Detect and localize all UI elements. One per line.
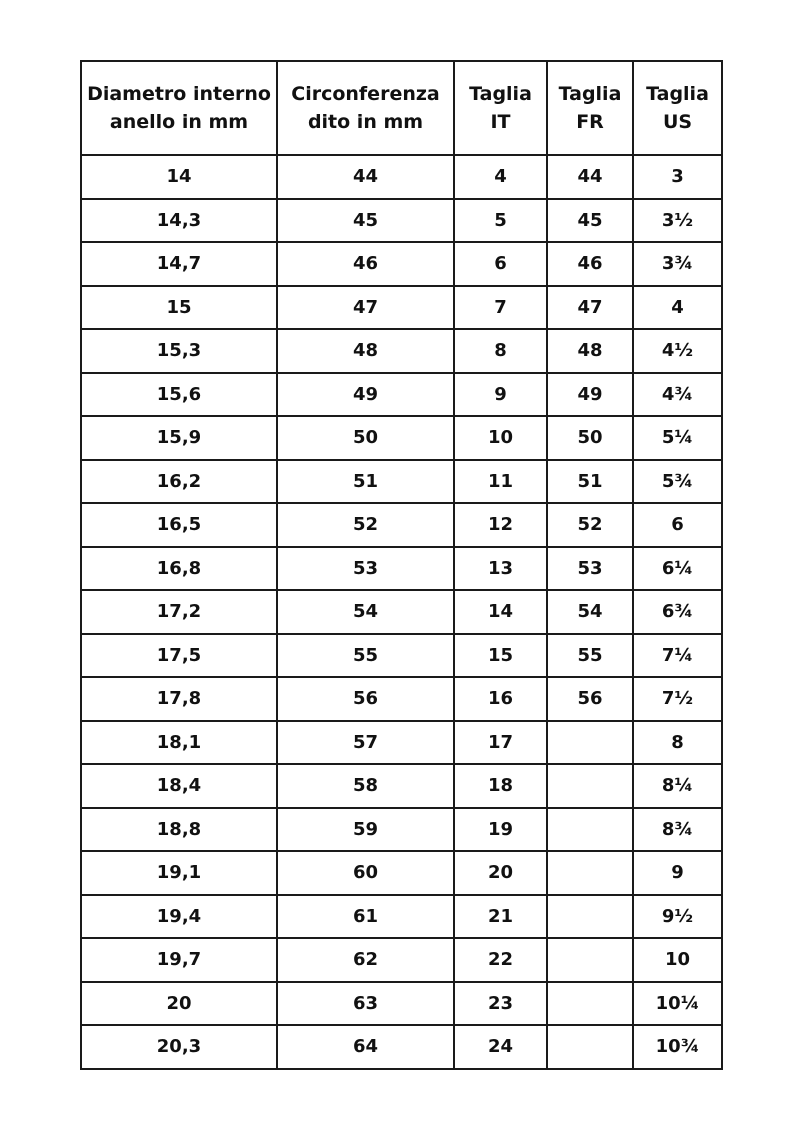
size-it-cell: 17 — [454, 721, 547, 765]
size-fr-cell — [547, 1025, 633, 1069]
inner-diameter-cell: 17,8 — [81, 677, 277, 721]
header-finger-circumference: Circonferenza dito in mm — [277, 61, 454, 155]
finger-circumference-cell: 49 — [277, 373, 454, 417]
size-fr-cell: 52 — [547, 503, 633, 547]
size-fr-cell: 51 — [547, 460, 633, 504]
size-us-cell: 9 — [633, 851, 722, 895]
finger-circumference-cell: 50 — [277, 416, 454, 460]
inner-diameter-cell: 16,8 — [81, 547, 277, 591]
size-us-cell: 8¼ — [633, 764, 722, 808]
size-fr-cell: 48 — [547, 329, 633, 373]
size-it-cell: 19 — [454, 808, 547, 852]
header-size-it: Taglia IT — [454, 61, 547, 155]
header-row — [81, 61, 722, 155]
size-it-cell: 12 — [454, 503, 547, 547]
finger-circumference-cell: 57 — [277, 721, 454, 765]
table-row — [81, 808, 722, 852]
finger-circumference-cell: 62 — [277, 938, 454, 982]
inner-diameter-cell: 15,3 — [81, 329, 277, 373]
finger-circumference-cell: 56 — [277, 677, 454, 721]
table-row — [81, 460, 722, 504]
table-row — [81, 851, 722, 895]
size-us-cell: 8 — [633, 721, 722, 765]
size-us-cell: 4 — [633, 286, 722, 330]
inner-diameter-cell: 20 — [81, 982, 277, 1026]
table-row — [81, 242, 722, 286]
size-it-cell: 24 — [454, 1025, 547, 1069]
size-it-cell: 8 — [454, 329, 547, 373]
size-fr-cell — [547, 938, 633, 982]
table-row — [81, 155, 722, 199]
size-us-cell: 10 — [633, 938, 722, 982]
inner-diameter-cell: 18,1 — [81, 721, 277, 765]
size-it-cell: 20 — [454, 851, 547, 895]
size-us-cell: 9½ — [633, 895, 722, 939]
finger-circumference-cell: 61 — [277, 895, 454, 939]
table-body — [81, 155, 722, 1069]
size-it-cell: 14 — [454, 590, 547, 634]
size-it-cell: 10 — [454, 416, 547, 460]
size-fr-cell: 53 — [547, 547, 633, 591]
inner-diameter-cell: 18,4 — [81, 764, 277, 808]
size-us-cell: 5¼ — [633, 416, 722, 460]
size-us-cell: 3 — [633, 155, 722, 199]
size-it-cell: 13 — [454, 547, 547, 591]
table-row — [81, 721, 722, 765]
size-it-cell: 18 — [454, 764, 547, 808]
size-it-cell: 11 — [454, 460, 547, 504]
size-us-cell: 6¼ — [633, 547, 722, 591]
size-fr-cell: 47 — [547, 286, 633, 330]
inner-diameter-cell: 14,3 — [81, 199, 277, 243]
size-fr-cell: 49 — [547, 373, 633, 417]
finger-circumference-cell: 47 — [277, 286, 454, 330]
inner-diameter-cell: 17,5 — [81, 634, 277, 678]
header-size-fr: Taglia FR — [547, 61, 633, 155]
size-it-cell: 23 — [454, 982, 547, 1026]
finger-circumference-cell: 58 — [277, 764, 454, 808]
size-us-cell: 8¾ — [633, 808, 722, 852]
inner-diameter-cell: 15,6 — [81, 373, 277, 417]
table-row — [81, 286, 722, 330]
inner-diameter-cell: 19,7 — [81, 938, 277, 982]
inner-diameter-cell: 15 — [81, 286, 277, 330]
size-fr-cell — [547, 851, 633, 895]
size-us-cell: 7¼ — [633, 634, 722, 678]
size-fr-cell — [547, 982, 633, 1026]
header-inner-diameter: Diametro interno anello in mm — [81, 61, 277, 155]
table-row — [81, 547, 722, 591]
size-us-cell: 3½ — [633, 199, 722, 243]
inner-diameter-cell: 18,8 — [81, 808, 277, 852]
finger-circumference-cell: 52 — [277, 503, 454, 547]
finger-circumference-cell: 45 — [277, 199, 454, 243]
table-header — [81, 61, 722, 155]
inner-diameter-cell: 19,1 — [81, 851, 277, 895]
size-fr-cell: 56 — [547, 677, 633, 721]
table-row — [81, 634, 722, 678]
finger-circumference-cell: 51 — [277, 460, 454, 504]
size-it-cell: 15 — [454, 634, 547, 678]
finger-circumference-cell: 44 — [277, 155, 454, 199]
finger-circumference-cell: 55 — [277, 634, 454, 678]
size-it-cell: 16 — [454, 677, 547, 721]
finger-circumference-cell: 54 — [277, 590, 454, 634]
size-fr-cell — [547, 808, 633, 852]
table-row — [81, 199, 722, 243]
inner-diameter-cell: 15,9 — [81, 416, 277, 460]
finger-circumference-cell: 64 — [277, 1025, 454, 1069]
finger-circumference-cell: 53 — [277, 547, 454, 591]
inner-diameter-cell: 14 — [81, 155, 277, 199]
table-row — [81, 1025, 722, 1069]
size-it-cell: 6 — [454, 242, 547, 286]
size-us-cell: 6 — [633, 503, 722, 547]
size-us-cell: 10¾ — [633, 1025, 722, 1069]
finger-circumference-cell: 60 — [277, 851, 454, 895]
size-us-cell: 10¼ — [633, 982, 722, 1026]
size-fr-cell: 50 — [547, 416, 633, 460]
table-row — [81, 503, 722, 547]
size-it-cell: 22 — [454, 938, 547, 982]
size-us-cell: 7½ — [633, 677, 722, 721]
finger-circumference-cell: 46 — [277, 242, 454, 286]
table-row — [81, 590, 722, 634]
size-fr-cell — [547, 721, 633, 765]
size-fr-cell: 45 — [547, 199, 633, 243]
inner-diameter-cell: 20,3 — [81, 1025, 277, 1069]
finger-circumference-cell: 59 — [277, 808, 454, 852]
inner-diameter-cell: 14,7 — [81, 242, 277, 286]
inner-diameter-cell: 16,2 — [81, 460, 277, 504]
size-us-cell: 6¾ — [633, 590, 722, 634]
size-fr-cell: 44 — [547, 155, 633, 199]
size-fr-cell: 55 — [547, 634, 633, 678]
size-fr-cell — [547, 895, 633, 939]
table-row — [81, 895, 722, 939]
inner-diameter-cell: 16,5 — [81, 503, 277, 547]
table-row — [81, 373, 722, 417]
size-it-cell: 21 — [454, 895, 547, 939]
size-us-cell: 5¾ — [633, 460, 722, 504]
finger-circumference-cell: 48 — [277, 329, 454, 373]
table-row — [81, 764, 722, 808]
table-row — [81, 938, 722, 982]
size-fr-cell: 46 — [547, 242, 633, 286]
table-row — [81, 677, 722, 721]
size-us-cell: 4½ — [633, 329, 722, 373]
size-fr-cell: 54 — [547, 590, 633, 634]
size-it-cell: 9 — [454, 373, 547, 417]
size-us-cell: 4¾ — [633, 373, 722, 417]
inner-diameter-cell: 19,4 — [81, 895, 277, 939]
size-it-cell: 4 — [454, 155, 547, 199]
table-row — [81, 416, 722, 460]
size-it-cell: 7 — [454, 286, 547, 330]
table-row — [81, 329, 722, 373]
header-size-us: Taglia US — [633, 61, 722, 155]
finger-circumference-cell: 63 — [277, 982, 454, 1026]
size-it-cell: 5 — [454, 199, 547, 243]
size-fr-cell — [547, 764, 633, 808]
size-us-cell: 3¾ — [633, 242, 722, 286]
inner-diameter-cell: 17,2 — [81, 590, 277, 634]
table-row — [81, 982, 722, 1026]
ring-size-table — [80, 60, 723, 1070]
